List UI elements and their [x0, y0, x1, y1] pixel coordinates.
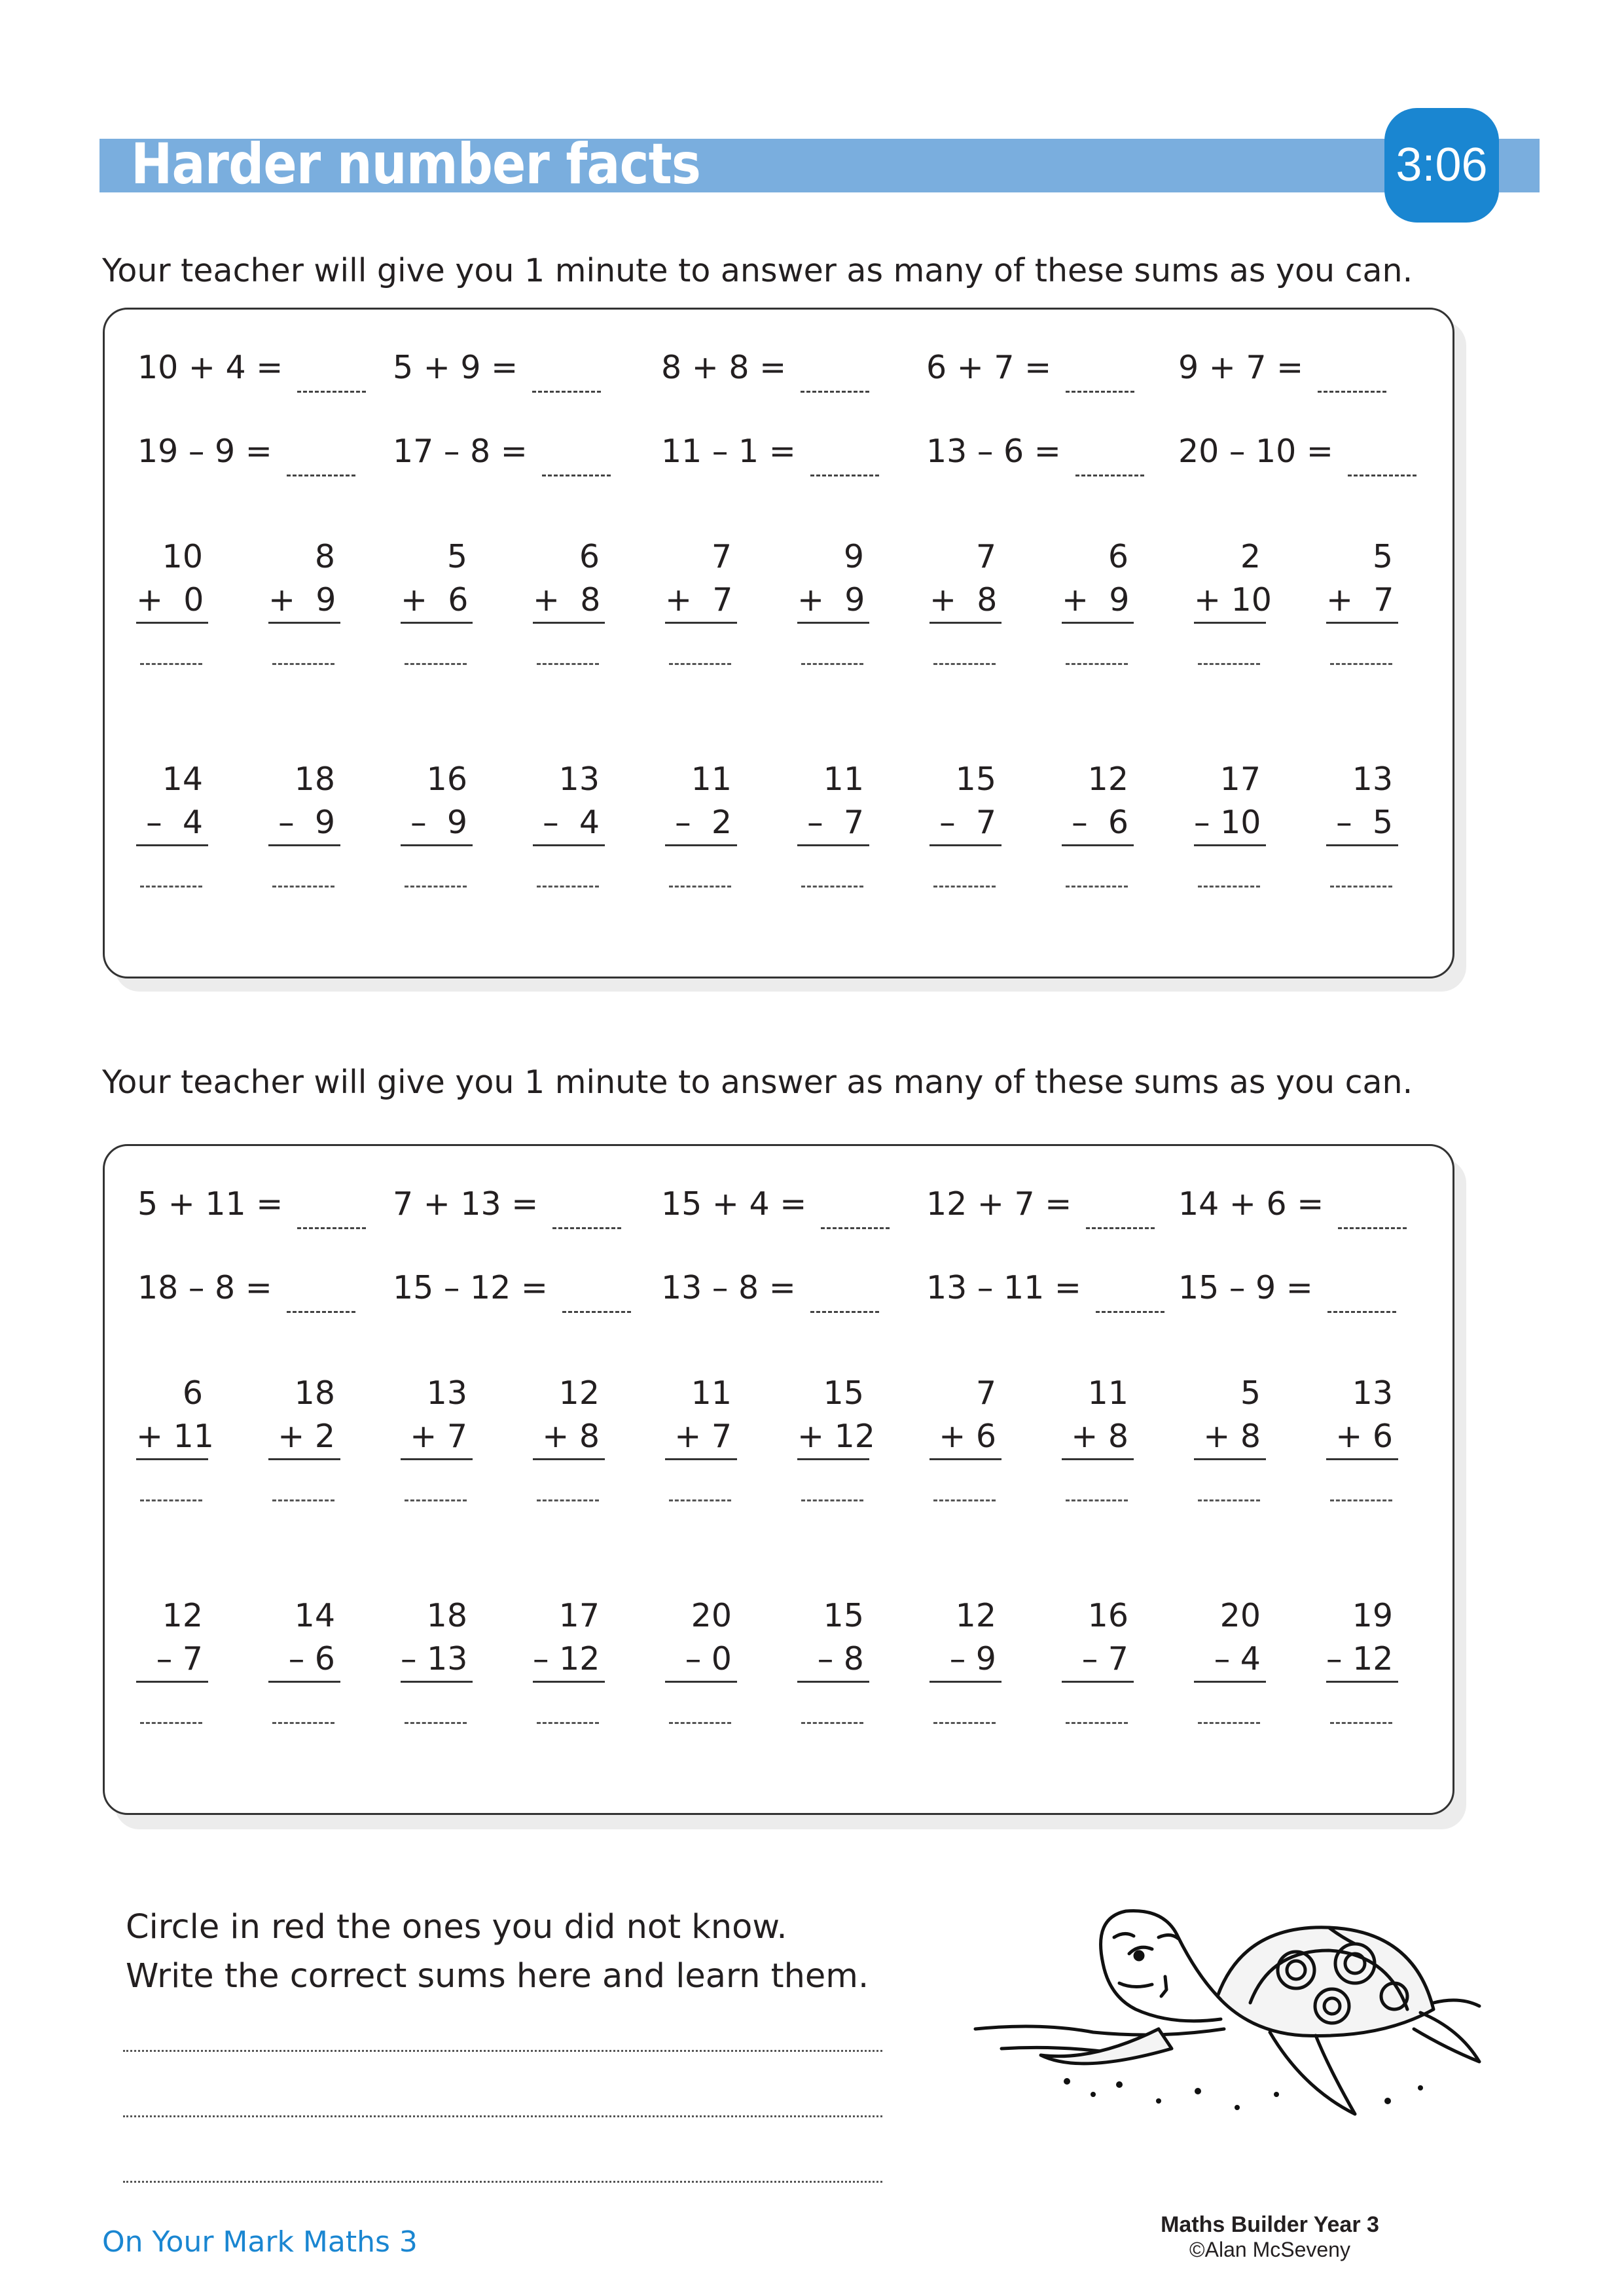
answer-line[interactable]: [405, 884, 467, 888]
answer-line[interactable]: [537, 662, 599, 665]
equation: [393, 349, 601, 393]
sum-bottom-number: – 5: [1326, 801, 1398, 846]
sum-top-number: 12: [1087, 761, 1128, 798]
sum-top-number: 7: [975, 538, 996, 575]
subtraction-sum: [1194, 758, 1266, 888]
answer-line[interactable]: [1330, 662, 1392, 665]
equation: [393, 433, 611, 476]
sum-bottom-number: + 11: [136, 1415, 208, 1460]
sum-top-number: 17: [558, 1597, 600, 1634]
sum-bottom-number: + 6: [929, 1415, 1001, 1460]
sum-top-number: 16: [1087, 1597, 1128, 1634]
sum-bottom-number: + 7: [401, 1415, 473, 1460]
answer-line[interactable]: [1066, 884, 1128, 888]
subtraction-sum: [1062, 1594, 1134, 1724]
write-line[interactable]: [123, 2049, 882, 2052]
equation-text: 10 + 4 =: [137, 349, 283, 386]
sum-bottom-number: + 8: [533, 579, 605, 624]
answer-blank[interactable]: [287, 1304, 355, 1313]
footer-copyright: ©Alan McSeveny: [1189, 2238, 1350, 2261]
sum-top-number: 5: [1240, 1374, 1261, 1412]
sum-bottom-number: – 7: [797, 801, 869, 846]
answer-line[interactable]: [669, 884, 731, 888]
addition-sum: [665, 1372, 737, 1501]
sum-top-number: 11: [823, 761, 864, 798]
sum-top-number: 16: [426, 761, 467, 798]
answer-line[interactable]: [933, 1498, 996, 1501]
addition-sum: [929, 1372, 1001, 1501]
addition-sum: [401, 1372, 473, 1501]
subtraction-sum: [401, 1594, 473, 1724]
equation-text: 8 + 8 =: [661, 349, 787, 386]
sum-top-number: 5: [1372, 538, 1393, 575]
addition-sum: [1062, 1372, 1134, 1501]
sum-top-number: 12: [558, 1374, 600, 1412]
sum-top-number: 5: [446, 538, 467, 575]
answer-line[interactable]: [405, 1498, 467, 1501]
sum-bottom-number: – 12: [1326, 1638, 1398, 1683]
answer-blank[interactable]: [1318, 384, 1386, 393]
answer-line[interactable]: [801, 1721, 863, 1724]
sum-bottom-number: + 10: [1194, 579, 1266, 624]
instruction-1: Your teacher will give you 1 minute to answer as many of these sums as you can.: [102, 252, 1413, 289]
equation-text: 6 + 7 =: [926, 349, 1052, 386]
answer-line[interactable]: [1066, 1721, 1128, 1724]
sum-bottom-number: – 6: [268, 1638, 340, 1683]
answer-line[interactable]: [1198, 1498, 1260, 1501]
equation-text: 11 – 1 =: [661, 433, 796, 470]
equation-text: 19 – 9 =: [137, 433, 272, 470]
answer-blank[interactable]: [542, 468, 611, 476]
equation-text: 15 – 12 =: [393, 1269, 548, 1306]
answer-blank[interactable]: [287, 468, 355, 476]
answer-line[interactable]: [140, 884, 202, 888]
sum-bottom-number: – 7: [136, 1638, 208, 1683]
answer-line[interactable]: [1330, 1498, 1392, 1501]
sum-bottom-number: – 13: [401, 1638, 473, 1683]
sum-bottom-number: – 0: [665, 1638, 737, 1683]
subtraction-sum: [136, 758, 208, 888]
answer-blank[interactable]: [801, 384, 869, 393]
answer-line[interactable]: [537, 1721, 599, 1724]
sum-bottom-number: + 8: [1194, 1415, 1266, 1460]
equation: [926, 349, 1134, 393]
equation: [926, 433, 1144, 476]
instruction-2: Your teacher will give you 1 minute to answer as many of these sums as you can.: [102, 1064, 1413, 1101]
sum-bottom-number: – 9: [268, 801, 340, 846]
answer-line[interactable]: [669, 1498, 731, 1501]
answer-line[interactable]: [1198, 884, 1260, 888]
equation: [137, 433, 355, 476]
answer-line[interactable]: [801, 1498, 863, 1501]
sum-bottom-number: – 2: [665, 801, 737, 846]
sum-bottom-number: + 0: [136, 579, 208, 624]
subtraction-sum: [533, 1594, 605, 1724]
footer-credit: [1113, 2212, 1427, 2262]
subtraction-sum: [797, 1594, 869, 1724]
sum-top-number: 18: [294, 761, 335, 798]
answer-blank[interactable]: [1327, 1304, 1396, 1313]
answer-line[interactable]: [140, 662, 202, 665]
answer-line[interactable]: [272, 1498, 334, 1501]
sum-bottom-number: – 4: [533, 801, 605, 846]
answer-blank[interactable]: [562, 1304, 631, 1313]
sum-top-number: 13: [1352, 761, 1393, 798]
sum-top-number: 7: [975, 1374, 996, 1412]
equation-text: 13 – 8 =: [661, 1269, 796, 1306]
answer-line[interactable]: [405, 662, 467, 665]
equation: [926, 1269, 1164, 1313]
equation-text: 18 – 8 =: [137, 1269, 272, 1306]
addition-sum: [136, 1372, 214, 1501]
sums-panel-2: [103, 1144, 1454, 1815]
equation-text: 5 + 9 =: [393, 349, 518, 386]
sum-bottom-number: + 8: [929, 579, 1001, 624]
subtraction-sum: [665, 1594, 737, 1724]
answer-blank[interactable]: [810, 468, 879, 476]
addition-sum: [797, 1372, 875, 1501]
answer-line[interactable]: [405, 1721, 467, 1724]
sum-bottom-number: – 9: [401, 801, 473, 846]
equation-text: 9 + 7 =: [1178, 349, 1304, 386]
equation-text: 7 + 13 =: [393, 1185, 539, 1223]
equation-text: 15 – 9 =: [1178, 1269, 1313, 1306]
sum-top-number: 18: [426, 1597, 467, 1634]
sum-top-number: 10: [162, 538, 203, 575]
addition-sum: [797, 535, 869, 665]
addition-sum: [533, 535, 605, 665]
sum-top-number: 14: [162, 761, 203, 798]
subtraction-sum: [929, 1594, 1001, 1724]
sum-bottom-number: + 2: [268, 1415, 340, 1460]
circle-instruction: Circle in red the ones you did not know.: [126, 1908, 787, 1946]
equation: [137, 349, 366, 393]
page-title: Harder number facts: [131, 132, 701, 197]
equation-text: 20 – 10 =: [1178, 433, 1333, 470]
sum-bottom-number: + 9: [268, 579, 340, 624]
sum-top-number: 17: [1219, 761, 1261, 798]
answer-line[interactable]: [272, 1721, 334, 1724]
answer-blank[interactable]: [297, 384, 366, 393]
addition-sum: [1326, 1372, 1398, 1501]
sum-bottom-number: + 6: [401, 579, 473, 624]
answer-line[interactable]: [140, 1498, 202, 1501]
equation: [393, 1269, 631, 1313]
equation-text: 14 + 6 =: [1178, 1185, 1324, 1223]
sum-top-number: 11: [691, 761, 732, 798]
sum-top-number: 14: [294, 1597, 335, 1634]
sum-bottom-number: + 8: [533, 1415, 605, 1460]
sum-top-number: 12: [162, 1597, 203, 1634]
sum-top-number: 13: [426, 1374, 467, 1412]
sum-bottom-number: + 8: [1062, 1415, 1134, 1460]
addition-sum: [1194, 535, 1272, 665]
addition-sum: [401, 535, 473, 665]
subtraction-sum: [1194, 1594, 1266, 1724]
equation: [661, 1185, 890, 1229]
answer-line[interactable]: [1198, 1721, 1260, 1724]
answer-line[interactable]: [801, 884, 863, 888]
answer-line[interactable]: [1198, 662, 1260, 665]
equation: [1178, 349, 1386, 393]
sum-bottom-number: – 7: [1062, 1638, 1134, 1683]
sum-top-number: 11: [691, 1374, 732, 1412]
addition-sum: [136, 535, 208, 665]
answer-blank[interactable]: [1348, 468, 1416, 476]
answer-blank[interactable]: [532, 384, 601, 393]
sum-top-number: 20: [691, 1597, 732, 1634]
equation-text: 12 + 7 =: [926, 1185, 1072, 1223]
footer-book-title: Maths Builder Year 3: [1161, 2212, 1379, 2237]
addition-sum: [929, 535, 1001, 665]
sum-top-number: 13: [558, 761, 600, 798]
answer-line[interactable]: [272, 662, 334, 665]
equation: [661, 433, 879, 476]
sum-top-number: 15: [823, 1374, 864, 1412]
answer-line[interactable]: [537, 1498, 599, 1501]
answer-line[interactable]: [140, 1721, 202, 1724]
equation: [661, 1269, 879, 1313]
sum-top-number: 15: [955, 761, 996, 798]
subtraction-sum: [665, 758, 737, 888]
subtraction-sum: [533, 758, 605, 888]
subtraction-sum: [797, 758, 869, 888]
equation-text: 15 + 4 =: [661, 1185, 807, 1223]
equation: [926, 1185, 1155, 1229]
subtraction-sum: [1062, 758, 1134, 888]
answer-line[interactable]: [1330, 1721, 1392, 1724]
write-line[interactable]: [123, 2114, 882, 2117]
sum-bottom-number: – 7: [929, 801, 1001, 846]
sum-bottom-number: + 7: [665, 1415, 737, 1460]
answer-blank[interactable]: [1066, 384, 1134, 393]
sum-bottom-number: – 6: [1062, 801, 1134, 846]
equation: [661, 349, 869, 393]
subtraction-sum: [136, 1594, 208, 1724]
addition-sum: [665, 535, 737, 665]
sum-bottom-number: + 9: [1062, 579, 1134, 624]
answer-line[interactable]: [933, 662, 996, 665]
answer-line[interactable]: [1066, 662, 1128, 665]
equation: [1178, 433, 1416, 476]
addition-sum: [268, 1372, 340, 1501]
addition-sum: [1194, 1372, 1266, 1501]
addition-sum: [1062, 535, 1134, 665]
answer-line[interactable]: [933, 884, 996, 888]
sum-bottom-number: + 12: [797, 1415, 869, 1460]
answer-blank[interactable]: [1338, 1221, 1407, 1229]
equation: [137, 1269, 355, 1313]
sums-panel-1: [103, 308, 1454, 978]
sum-top-number: 7: [711, 538, 732, 575]
sum-top-number: 6: [182, 1374, 203, 1412]
sum-top-number: 12: [955, 1597, 996, 1634]
answer-line[interactable]: [272, 884, 334, 888]
write-line[interactable]: [123, 2179, 882, 2183]
sum-top-number: 6: [1108, 538, 1128, 575]
sum-top-number: 6: [579, 538, 600, 575]
answer-line[interactable]: [669, 662, 731, 665]
page-number-badge: 3:06: [1384, 108, 1499, 223]
sum-top-number: 13: [1352, 1374, 1393, 1412]
turtle-illustration: [962, 1898, 1492, 2134]
equation: [137, 1185, 366, 1229]
answer-blank[interactable]: [810, 1304, 879, 1313]
answer-blank[interactable]: [1096, 1304, 1164, 1313]
sum-bottom-number: – 4: [136, 801, 208, 846]
answer-blank[interactable]: [297, 1221, 366, 1229]
sum-top-number: 11: [1087, 1374, 1128, 1412]
sum-bottom-number: – 9: [929, 1638, 1001, 1683]
sum-top-number: 8: [314, 538, 335, 575]
sum-bottom-number: – 4: [1194, 1638, 1266, 1683]
subtraction-sum: [1326, 758, 1398, 888]
equation: [1178, 1269, 1396, 1313]
sum-bottom-number: + 9: [797, 579, 869, 624]
subtraction-sum: [1326, 1594, 1398, 1724]
subtraction-sum: [268, 1594, 340, 1724]
equation: [1178, 1185, 1407, 1229]
addition-sum: [533, 1372, 605, 1501]
sum-top-number: 15: [823, 1597, 864, 1634]
sum-bottom-number: + 7: [1326, 579, 1398, 624]
equation-text: 13 – 11 =: [926, 1269, 1081, 1306]
answer-blank[interactable]: [552, 1221, 621, 1229]
write-instruction: Write the correct sums here and learn them.: [126, 1957, 869, 1996]
answer-line[interactable]: [537, 884, 599, 888]
sum-top-number: 2: [1240, 538, 1261, 575]
addition-sum: [268, 535, 340, 665]
answer-line[interactable]: [1330, 884, 1392, 888]
answer-line[interactable]: [801, 662, 863, 665]
sum-top-number: 19: [1352, 1597, 1393, 1634]
sum-top-number: 20: [1219, 1597, 1261, 1634]
equation-text: 13 – 6 =: [926, 433, 1061, 470]
equation-text: 5 + 11 =: [137, 1185, 283, 1223]
sum-bottom-number: + 7: [665, 579, 737, 624]
answer-blank[interactable]: [1086, 1221, 1155, 1229]
footer-series-title: On Your Mark Maths 3: [102, 2225, 418, 2259]
answer-blank[interactable]: [1075, 468, 1144, 476]
addition-sum: [1326, 535, 1398, 665]
subtraction-sum: [268, 758, 340, 888]
answer-blank[interactable]: [821, 1221, 890, 1229]
equation-text: 17 – 8 =: [393, 433, 528, 470]
sum-top-number: 18: [294, 1374, 335, 1412]
equation: [393, 1185, 621, 1229]
sum-bottom-number: – 8: [797, 1638, 869, 1683]
answer-line[interactable]: [1066, 1498, 1128, 1501]
sum-bottom-number: + 6: [1326, 1415, 1398, 1460]
subtraction-sum: [401, 758, 473, 888]
sum-bottom-number: – 10: [1194, 801, 1266, 846]
answer-line[interactable]: [669, 1721, 731, 1724]
sum-bottom-number: – 12: [533, 1638, 605, 1683]
sum-top-number: 9: [843, 538, 864, 575]
answer-line[interactable]: [933, 1721, 996, 1724]
subtraction-sum: [929, 758, 1001, 888]
